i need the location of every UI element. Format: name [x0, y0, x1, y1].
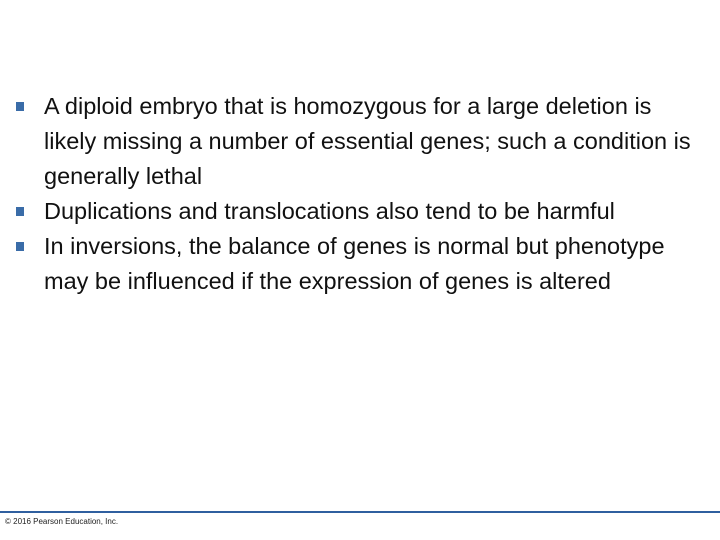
bullet-list: [14, 89, 704, 299]
copyright-notice: © 2016 Pearson Education, Inc.: [5, 517, 119, 526]
bullet-text: Duplications and translocations also tend to be harmful: [44, 198, 615, 224]
square-bullet-icon: [16, 207, 24, 216]
bullet-text: In inversions, the balance of genes is normal but phenotype may be influenced if the expression of genes is altered: [44, 233, 665, 294]
bullet-text: A diploid embryo that is homozygous for a large deletion is likely missing a number of essential genes; such a condition is generally lethal: [44, 93, 691, 189]
footer-divider: [0, 511, 720, 513]
square-bullet-icon: [16, 242, 24, 251]
bullet-item: [14, 194, 704, 229]
bullet-item: [14, 89, 704, 194]
square-bullet-icon: [16, 102, 24, 111]
bullet-item: [14, 229, 704, 299]
